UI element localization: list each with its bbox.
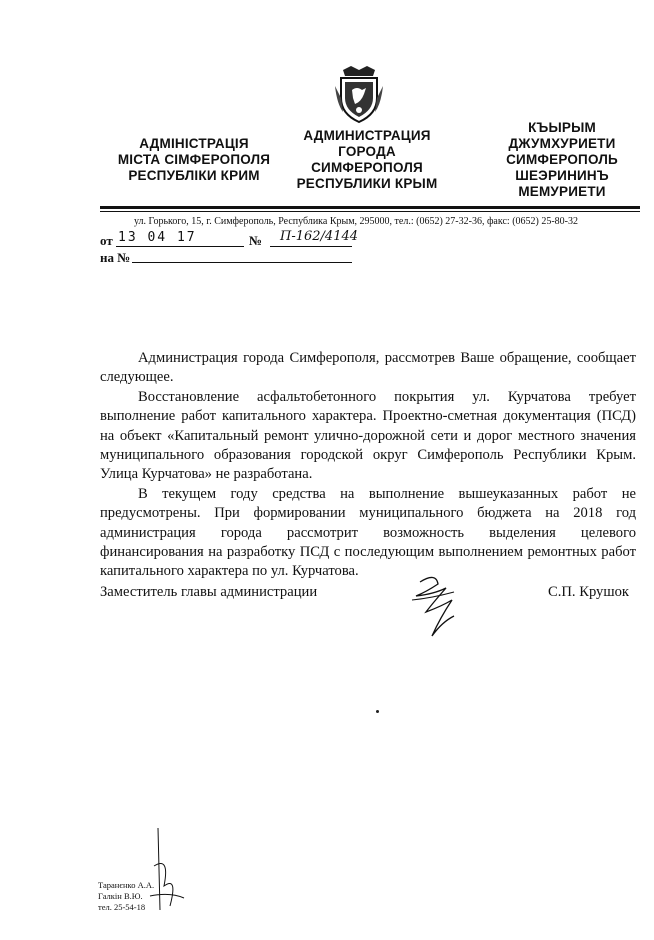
body-paragraph: В текущем году средства на выполнение вышеуказанных работ не предусмотрены. При формировании муниципального бюджета на 2018 год администрация города рассмотрит возможность выделения целевого финансирования на разработку ПСД с последующим выполнением ремонтных работ капитального характера по ул. Курчатова. bbox=[100, 485, 636, 580]
header-divider-thin bbox=[100, 211, 640, 212]
header-right-line: МЕМУРИЕТИ bbox=[518, 184, 606, 199]
header-center-line: СИМФЕРОПОЛЯ bbox=[311, 160, 423, 175]
signer-position: Заместитель главы администрации bbox=[100, 584, 318, 600]
header-center-line: РЕСПУБЛИКИ КРЫМ bbox=[296, 176, 438, 191]
executor-name: Таранєнко А.А. bbox=[98, 880, 155, 890]
header-left-line: АДМІНІСТРАЦІЯ bbox=[139, 136, 249, 151]
header-right-line: СИМФЕРОПОЛЬ bbox=[506, 152, 618, 167]
handwritten-signature bbox=[402, 570, 472, 640]
number-value: П-162/4144 bbox=[280, 229, 359, 244]
reply-field bbox=[132, 248, 352, 263]
address-line: ул. Горького, 15, г. Симферополь, Республика Крым, 295000, тел.: (0652) 27-32-36, факс: (0652) 25-80-32 bbox=[134, 216, 579, 227]
executor-signature bbox=[140, 826, 190, 916]
header-right-line: ШЕЭРИНИНЪ bbox=[515, 168, 609, 183]
stray-mark bbox=[376, 710, 379, 713]
header-right-line: КЪЫРЫМ bbox=[528, 120, 596, 135]
header-center bbox=[282, 128, 452, 192]
header-left bbox=[104, 136, 284, 184]
date-label: от bbox=[100, 233, 113, 248]
header-center-line: АДМИНИСТРАЦИЯ bbox=[303, 128, 431, 143]
crimea-coat-of-arms-icon bbox=[333, 64, 385, 124]
header-left-line: МІСТА СІМФЕРОПОЛЯ bbox=[117, 152, 271, 167]
reply-label: на № bbox=[100, 250, 131, 265]
number-label: № bbox=[249, 233, 263, 248]
header-right bbox=[488, 120, 636, 200]
letter-body bbox=[100, 349, 636, 582]
date-value: 13 04 17 bbox=[118, 230, 197, 245]
executor-name: Галкін В.Ю. bbox=[98, 891, 143, 901]
body-paragraph: Восстановление асфальтобетонного покрытия ул. Курчатова требует выполнение работ капитального характера. Проектно-сметная документация (ПСД) на объект «Капитальный ремонт улично-дорожной сети и дорог местного значения муниципального образования городской округ Симферополь Республики Крым. Улица Курчатова» не разработана. bbox=[100, 388, 636, 483]
header-center-line: ГОРОДА bbox=[338, 144, 396, 159]
header-right-line: ДЖУМХУРИЕТИ bbox=[508, 136, 616, 151]
signer-name: С.П. Крушок bbox=[548, 584, 629, 600]
header-left-line: РЕСПУБЛІКИ КРИМ bbox=[128, 168, 260, 183]
body-paragraph: Администрация города Симферополя, рассмотрев Ваше обращение, сообщает следующее. bbox=[100, 350, 636, 386]
executor-phone: тел. 25-54-18 bbox=[98, 902, 146, 912]
header-divider bbox=[100, 206, 640, 209]
